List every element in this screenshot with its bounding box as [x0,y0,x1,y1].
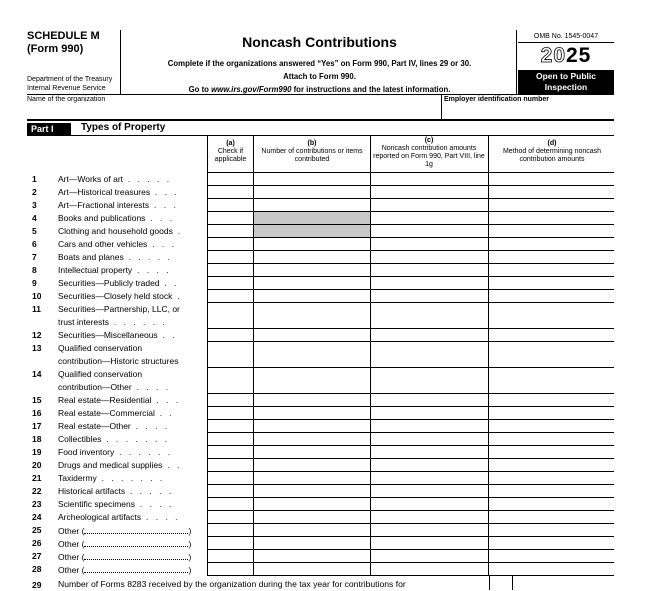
line-29-divider-2 [512,576,513,590]
omb-number: OMB No. 1545-0047 [533,33,599,40]
method-cell[interactable] [489,459,614,471]
amount-cell[interactable] [371,550,488,562]
column-d-header: (d) Method of determining noncash contribution amounts [502,140,602,163]
row-rule [207,575,614,576]
count-cell[interactable] [254,199,370,211]
amount-cell[interactable] [371,407,488,419]
row-number: 1 [32,174,37,184]
count-cell[interactable] [254,394,370,406]
row-number: 13 [32,343,42,353]
row-number: 6 [32,239,37,249]
count-cell[interactable] [254,498,370,510]
count-cell[interactable] [254,459,370,471]
check-cell[interactable] [208,446,253,458]
count-cell[interactable] [254,264,370,276]
form-title: Noncash Contributions [242,34,397,50]
row-label: Art—Works of art . . . . . [58,174,172,184]
count-cell[interactable] [254,368,370,393]
amount-cell[interactable] [371,420,488,432]
row-label: Real estate—Other . . . . [58,421,170,431]
method-cell[interactable] [489,173,614,185]
method-cell[interactable] [489,511,614,523]
row-number: 3 [32,200,37,210]
amount-cell[interactable] [371,537,488,549]
check-cell[interactable] [208,407,253,419]
row-label: Books and publications . . . [58,213,175,223]
method-cell[interactable] [489,238,614,250]
check-cell[interactable] [208,537,253,549]
row-number: 12 [32,330,42,340]
check-cell[interactable] [208,238,253,250]
org-name-label: Name of the organization [27,96,106,103]
count-cell[interactable] [254,290,370,302]
row-number: 21 [32,473,42,483]
row-number: 19 [32,447,42,457]
row-label: Other ( ) [58,539,192,549]
method-cell[interactable] [489,394,614,406]
row-label: Archeological artifacts . . . . [58,512,181,522]
instructions-link[interactable]: www.irs.gov/Form990 [211,85,292,94]
method-cell[interactable] [489,264,614,276]
row-number: 24 [32,512,42,522]
amount-cell[interactable] [371,277,488,289]
count-cell[interactable] [254,173,370,185]
row-number: 22 [32,486,42,496]
method-cell[interactable] [489,368,614,393]
count-cell[interactable] [254,342,370,367]
part-i-badge: Part I [27,123,71,135]
row-number: 18 [32,434,42,444]
row-number: 9 [32,278,37,288]
row-number: 26 [32,538,42,548]
check-cell[interactable] [208,433,253,445]
amount-cell[interactable] [371,225,488,237]
check-cell[interactable] [208,212,253,224]
check-cell[interactable] [208,199,253,211]
row-label: Food inventory . . . . . . [58,447,173,457]
check-cell[interactable] [208,368,253,393]
check-cell[interactable] [208,420,253,432]
check-cell[interactable] [208,290,253,302]
count-cell[interactable] [254,329,370,341]
count-cell[interactable] [254,433,370,445]
count-cell[interactable] [254,303,370,328]
method-cell[interactable] [489,563,614,575]
row-label: Securities—Publicly traded . . [58,278,180,288]
ein-label: Employer identification number [444,96,550,103]
row-number: 28 [32,564,42,574]
check-cell[interactable] [208,472,253,484]
row-label: Collectibles . . . . . . . [58,434,170,444]
count-cell[interactable] [254,277,370,289]
check-cell[interactable] [208,225,253,237]
amount-cell[interactable] [371,433,488,445]
other-description-field[interactable] [84,524,188,534]
amount-cell[interactable] [371,459,488,471]
method-cell[interactable] [489,485,614,497]
other-description-field[interactable] [84,563,188,573]
line-29-number: 29 [32,580,42,590]
amount-cell[interactable] [371,290,488,302]
check-cell[interactable] [208,329,253,341]
count-cell[interactable] [254,511,370,523]
amount-cell[interactable] [371,251,488,263]
row-number: 11 [32,304,41,314]
column-a-header: (a) Check if applicable [214,140,247,163]
row-number: 5 [32,226,37,236]
method-cell[interactable] [489,186,614,198]
amount-cell[interactable] [371,329,488,341]
form-label: (Form 990) [27,43,84,55]
amount-cell[interactable] [371,186,488,198]
schedule-label: SCHEDULE M [27,30,100,42]
amount-cell[interactable] [371,485,488,497]
row-label: Securities—Closely held stock . [58,291,183,301]
count-cell[interactable] [254,407,370,419]
check-cell[interactable] [208,173,253,185]
method-cell[interactable] [489,342,614,367]
part-i-title: Types of Property [81,122,166,133]
row-number: 25 [32,525,42,535]
row-number: 15 [32,395,42,405]
count-cell[interactable] [254,563,370,575]
check-cell[interactable] [208,485,253,497]
method-cell[interactable] [489,199,614,211]
count-cell[interactable] [254,446,370,458]
row-number: 8 [32,265,37,275]
amount-cell[interactable] [371,368,488,393]
amount-cell[interactable] [371,303,488,328]
check-cell[interactable] [208,394,253,406]
amount-cell[interactable] [371,264,488,276]
row-number: 10 [32,291,42,301]
count-cell[interactable] [254,186,370,198]
check-cell[interactable] [208,511,253,523]
form-instructions: Complete if the organizations answered “Yes” on Form 990, Part IV, lines 29 or 30. Attach to Form 990. Go to www.irs.gov/Form990 for instructions and the latest information. [167,59,472,94]
row-label: Drugs and medical supplies . . [58,460,182,470]
method-cell[interactable] [489,277,614,289]
amount-cell[interactable] [371,498,488,510]
check-cell[interactable] [208,186,253,198]
check-cell[interactable] [208,524,253,536]
row-number: 23 [32,499,42,509]
department-label: Department of the Treasury Internal Revenue Service [27,76,113,92]
row-label: Historical artifacts . . . . . [58,486,174,496]
row-label: Taxidermy . . . . . . . [58,473,165,483]
column-c-header: (c) Noncash contribution amounts reported on Form 990, Part VIII, line 1g [373,137,485,168]
amount-cell[interactable] [371,446,488,458]
row-number: 20 [32,460,42,470]
check-cell[interactable] [208,459,253,471]
row-number: 16 [32,408,42,418]
row-number: 2 [32,187,37,197]
tax-year: 2025 [540,44,592,67]
count-cell[interactable] [254,251,370,263]
row-label: Cars and other vehicles . . . [58,239,177,249]
count-cell[interactable] [254,420,370,432]
amount-cell[interactable] [371,212,488,224]
row-label: Intellectual property . . . . [58,265,172,275]
column-b-header: (b) Number of contributions or items contributed [261,140,363,163]
row-label: Securities—Miscellaneous . . [58,330,178,340]
amount-cell[interactable] [371,563,488,575]
row-label: Securities—Partnership, LLC, or trust interests . . . . . . [58,304,180,327]
count-cell[interactable] [254,537,370,549]
method-cell[interactable] [489,433,614,445]
amount-cell[interactable] [371,199,488,211]
check-cell[interactable] [208,251,253,263]
method-cell[interactable] [489,524,614,536]
amount-cell[interactable] [371,238,488,250]
row-label: Scientific specimens . . . . [58,499,174,509]
row-label: Qualified conservation contribution—Historic structures [58,343,179,366]
method-cell[interactable] [489,550,614,562]
check-cell[interactable] [208,264,253,276]
method-cell[interactable] [489,290,614,302]
method-cell[interactable] [489,472,614,484]
check-cell[interactable] [208,563,253,575]
row-label: Other ( ) [58,552,192,562]
amount-cell[interactable] [371,342,488,367]
check-cell[interactable] [208,277,253,289]
row-label: Qualified conservation contribution—Other . . . . [58,369,171,392]
check-cell[interactable] [208,342,253,367]
method-cell[interactable] [489,537,614,549]
method-cell[interactable] [489,420,614,432]
amount-cell[interactable] [371,511,488,523]
count-cell[interactable] [254,485,370,497]
row-number: 4 [32,213,37,223]
amount-cell[interactable] [371,394,488,406]
amount-cell[interactable] [371,173,488,185]
check-cell[interactable] [208,550,253,562]
check-cell[interactable] [208,303,253,328]
row-label: Other ( ) [58,565,192,575]
row-label: Art—Historical treasures . . . [58,187,180,197]
line-29-text: Number of Forms 8283 received by the organization during the tax year for contributions for [58,579,406,589]
count-cell[interactable] [254,524,370,536]
count-cell[interactable] [254,550,370,562]
method-cell[interactable] [489,498,614,510]
row-label: Boats and planes . . . . . [58,252,173,262]
check-cell[interactable] [208,498,253,510]
open-to-public-badge: Open to Public Inspection [518,70,614,94]
row-label: Clothing and household goods . [58,226,183,236]
count-cell[interactable] [254,472,370,484]
row-label: Other ( ) [58,526,192,536]
line-29-field[interactable] [490,577,512,590]
other-description-field[interactable] [84,550,188,560]
count-cell [254,212,370,224]
other-description-field[interactable] [84,537,188,547]
row-label: Real estate—Residential . . . [58,395,181,405]
row-number: 17 [32,421,42,431]
method-cell[interactable] [489,407,614,419]
count-cell[interactable] [254,238,370,250]
row-label: Art—Fractional interests . . . [58,200,179,210]
method-cell[interactable] [489,212,614,224]
row-number: 7 [32,252,37,262]
amount-cell[interactable] [371,472,488,484]
method-cell[interactable] [489,303,614,328]
method-cell[interactable] [489,225,614,237]
method-cell[interactable] [489,329,614,341]
row-number: 14 [32,369,42,379]
row-label: Real estate—Commercial . . [58,408,175,418]
method-cell[interactable] [489,251,614,263]
method-cell[interactable] [489,446,614,458]
count-cell [254,225,370,237]
row-number: 27 [32,551,42,561]
amount-cell[interactable] [371,524,488,536]
